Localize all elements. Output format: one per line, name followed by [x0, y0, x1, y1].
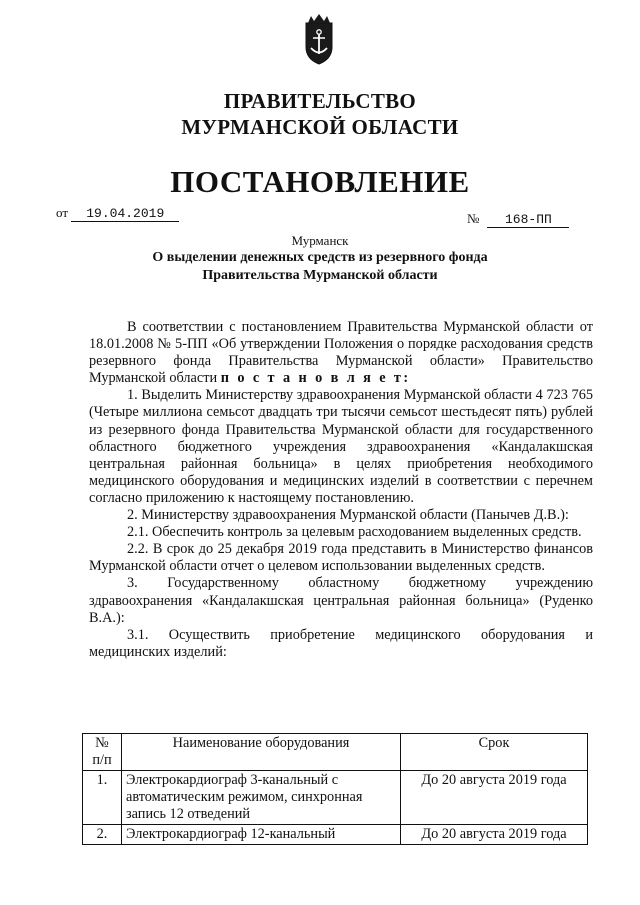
number-value: 168-ПП	[487, 212, 569, 228]
row-num: 2.	[83, 825, 122, 845]
decree-word: п о с т а н о в л я е т:	[220, 370, 411, 387]
subject-line1: О выделении денежных средств из резервного фонда	[152, 250, 488, 265]
city: Мурманск	[291, 233, 349, 248]
row-name: Электрокардиограф 12-канальный	[122, 825, 401, 845]
row-name: Электрокардиограф 3-канальный с автоматическим режимом, синхронная запись 12 отведений	[122, 771, 401, 825]
preamble-text: В соответствии с постановлением Правительства Мурманской области от 18.01.2008 № 5-ПП «Об утверждении Положения о порядке расходования средств резервного фонда Правительства Мурманской области» Правительство Мурманской области	[89, 319, 593, 387]
subject-line2: Правительства Мурманской области	[202, 268, 438, 283]
decree-body	[89, 319, 593, 661]
date-value: 19.04.2019	[71, 206, 179, 222]
government-title-line1: ПРАВИТЕЛЬСТВО	[223, 89, 417, 113]
header-num-line2: п/п	[92, 752, 112, 768]
header-term: Срок	[401, 734, 588, 771]
table-row	[83, 825, 588, 845]
equipment-table	[82, 733, 588, 845]
date-prefix: от	[56, 205, 69, 220]
paragraph-3-1: 3.1. Осуществить приобретение медицинского оборудования и медицинских изделий:	[89, 626, 593, 660]
number-prefix: №	[467, 211, 480, 226]
row-num: 1.	[83, 771, 122, 825]
header-name: Наименование оборудования	[122, 734, 401, 771]
paragraph-2-1: 2.1. Обеспечить контроль за целевым расходованием выделенных средств.	[127, 524, 582, 541]
decree-date	[56, 205, 179, 222]
murmansk-coat-of-arms-icon	[299, 14, 339, 66]
paragraph-2: 2. Министерству здравоохранения Мурманской области (Панычев Д.В.):	[127, 507, 569, 524]
decree-number	[467, 211, 569, 228]
paragraph-2-2: 2.2. В срок до 25 декабря 2019 года представить в Министерство финансов Мурманской области отчет о целевом использовании выделенных средств.	[89, 541, 593, 575]
row-term: До 20 августа 2019 года	[401, 825, 588, 845]
table-header-row	[83, 734, 588, 771]
row-term: До 20 августа 2019 года	[401, 771, 588, 825]
paragraph-1: 1. Выделить Министерству здравоохранения Мурманской области 4 723 765 (Четыре миллиона семьсот двадцать три тысячи семьсот шестьдесят пять) рублей из резервного фонда Правительства Мурманской области для государственного областного бюджетного учреждения здравоохранения «Кандалакшская центральная районная больница» в целях приобретения необходимого медицинского оборудования и медицинских изделий в соответствии с перечнем согласно приложению к настоящему постановлению.	[89, 387, 593, 506]
preamble-paragraph	[89, 319, 593, 387]
header-num-line1: №	[95, 735, 109, 751]
table-row	[83, 771, 588, 825]
document-type-title: ПОСТАНОВЛЕНИЕ	[170, 164, 470, 199]
paragraph-3: 3. Государственному областному бюджетному учреждению здравоохранения «Кандалакшская центральная районная больница» (Руденко В.А.):	[89, 575, 593, 626]
government-title-line2: МУРМАНСКОЙ ОБЛАСТИ	[181, 115, 459, 139]
header-num	[83, 734, 122, 771]
